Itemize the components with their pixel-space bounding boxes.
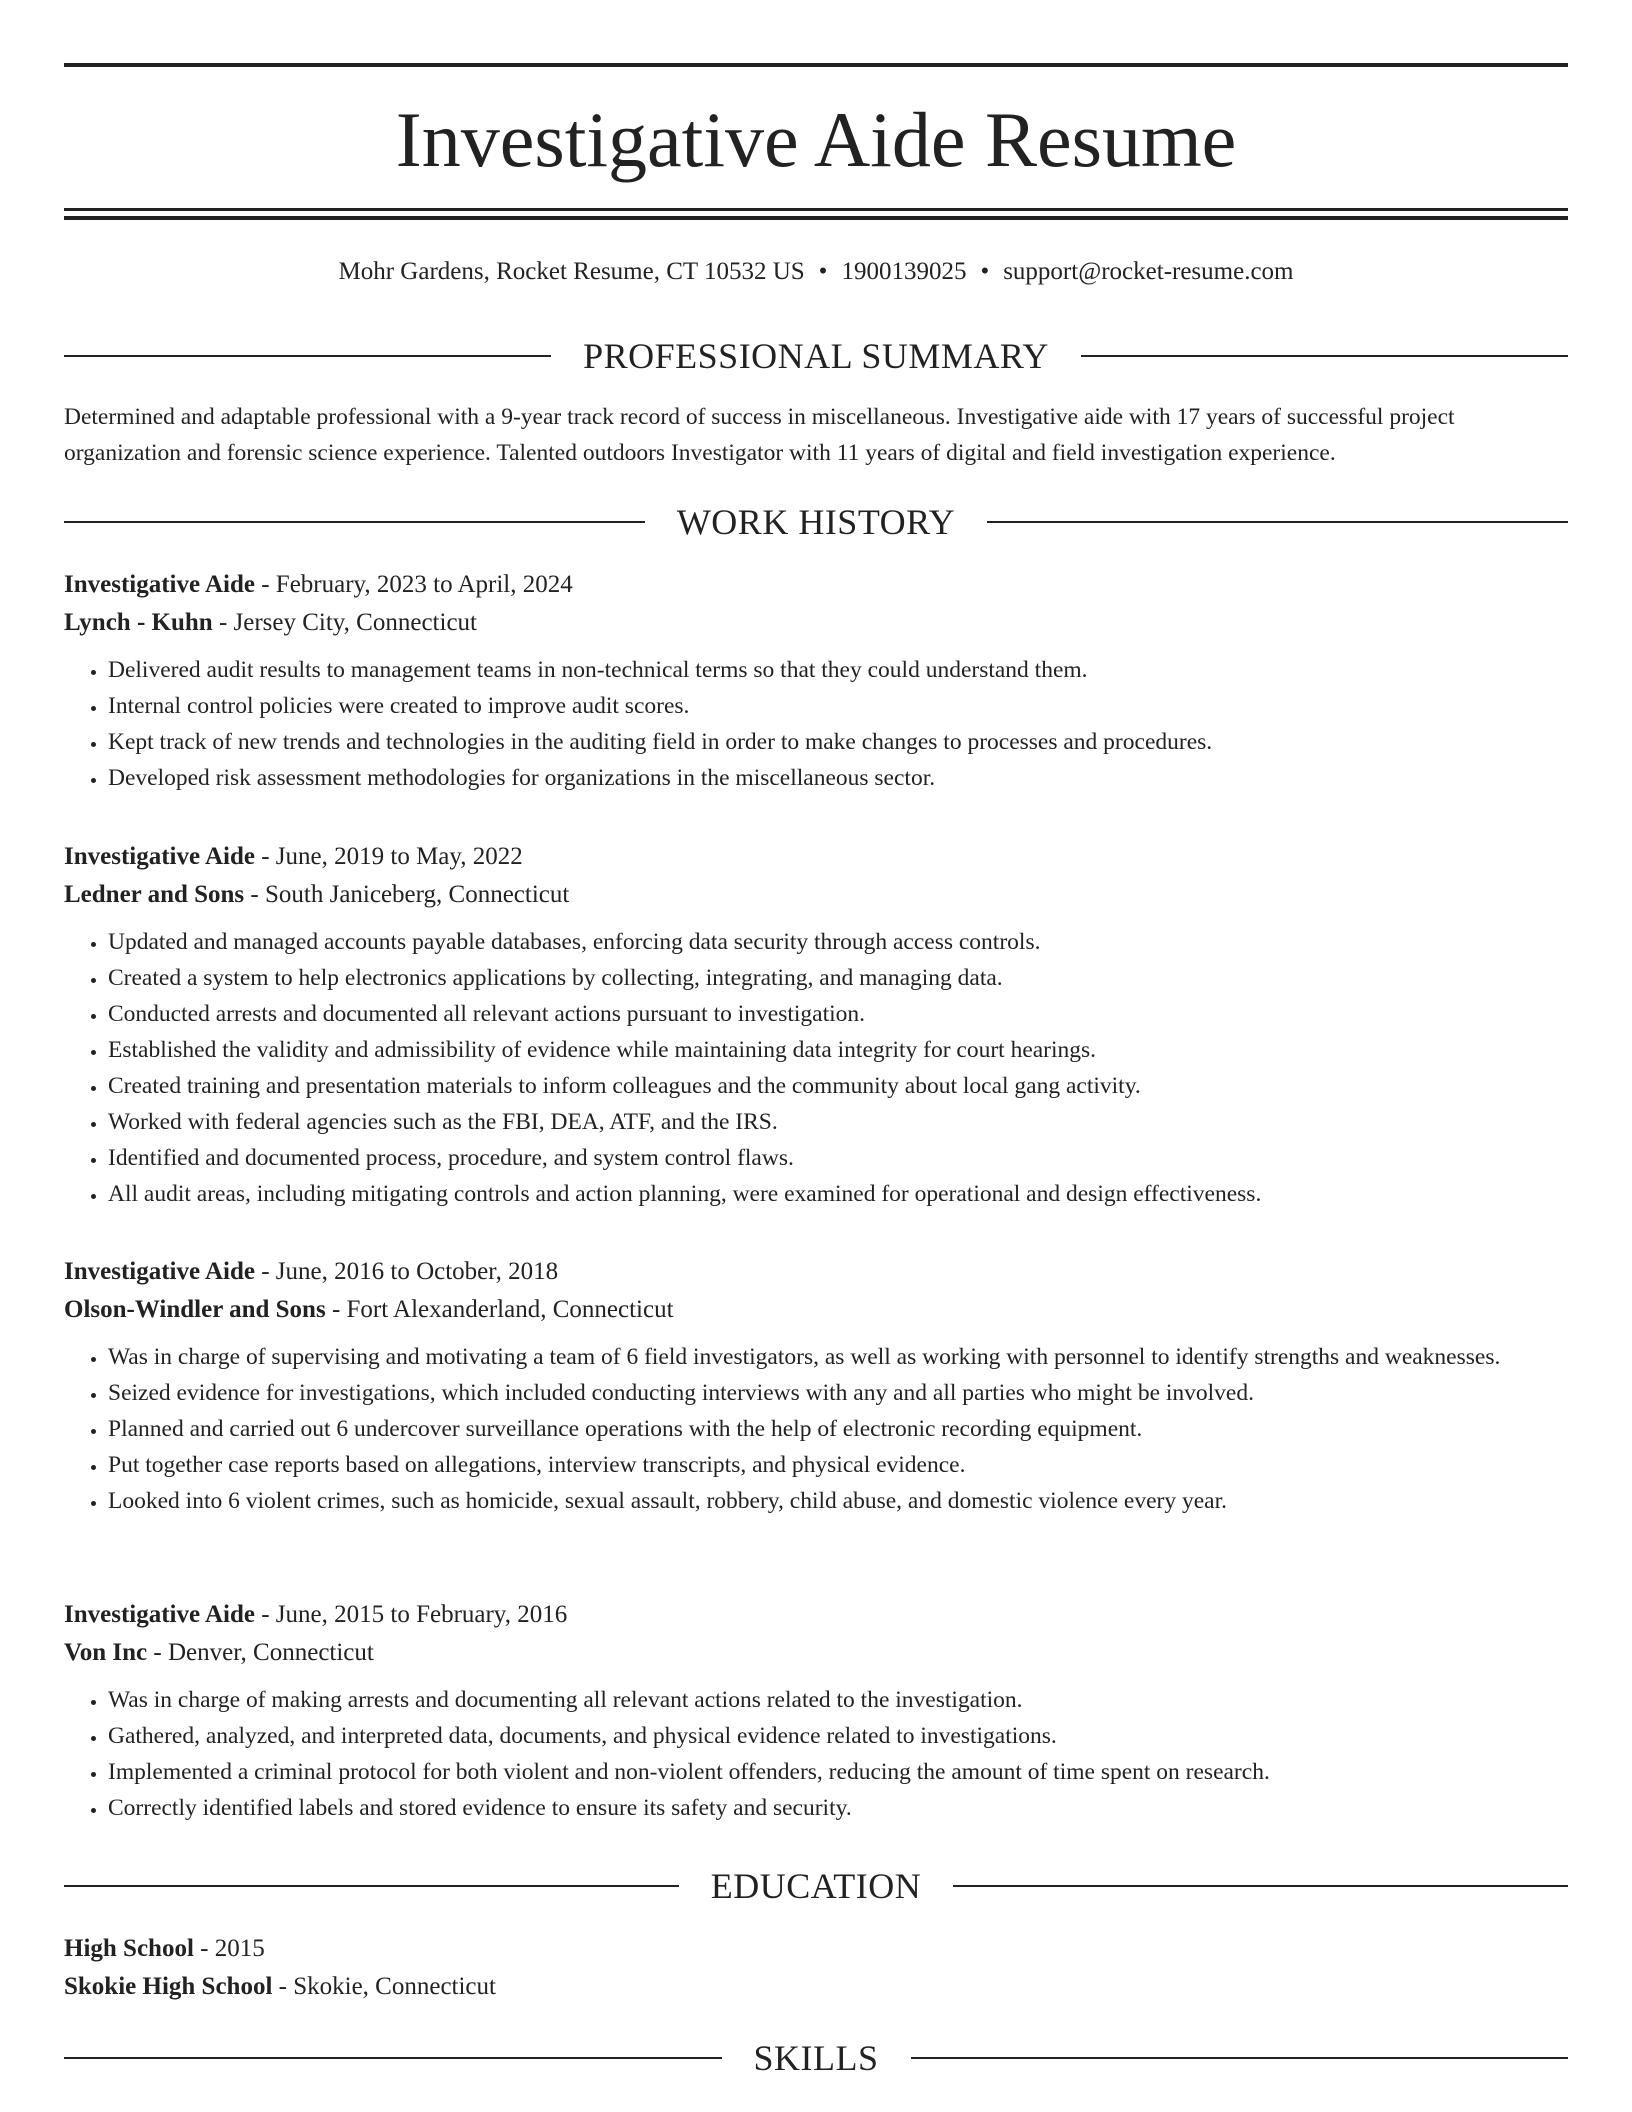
top-rule [64, 63, 1568, 67]
job-location: - Fort Alexanderland, Connecticut [325, 1296, 674, 1323]
list-item: • Conducted arrests and documented all relevant actions pursuant to investigation. [108, 996, 1568, 1032]
section-heading-education [64, 1864, 1568, 1908]
list-item: • Updated and managed accounts payable databases, enforcing data security through access controls. [108, 924, 1568, 960]
job-location: - Jersey City, Connecticut [212, 609, 477, 636]
section-heading-summary [64, 334, 1568, 378]
job-bullets [64, 1339, 1568, 1519]
list-item: • Looked into 6 violent crimes, such as homicide, sexual assault, robbery, child abuse, and domestic violence every year. [108, 1483, 1568, 1519]
contact-address: Mohr Gardens, Rocket Resume, CT 10532 US [338, 258, 805, 285]
job-company-line [64, 1634, 1568, 1672]
heading-rule [911, 2057, 1569, 2059]
education-location: - Skokie, Connecticut [272, 1973, 496, 2000]
list-item: • Identified and documented process, procedure, and system control flaws. [108, 1140, 1568, 1176]
job-title: Investigative Aide [64, 1258, 255, 1285]
list-item: • Implemented a criminal protocol for both violent and non-violent offenders, reducing the amount of time spent on research. [108, 1754, 1568, 1790]
heading-rule [64, 1885, 679, 1887]
job-bullets [64, 1682, 1568, 1826]
section-title: SKILLS [753, 2038, 879, 2078]
job-company: Von Inc [64, 1639, 148, 1666]
heading-rule [64, 521, 645, 523]
heading-rule [1081, 355, 1568, 357]
list-item: • Was in charge of making arrests and documenting all relevant actions related to the investigation. [108, 1682, 1568, 1718]
contact-email: support@rocket-resume.com [1003, 258, 1294, 285]
job-company-line [64, 1291, 1568, 1329]
section-heading-work [64, 500, 1568, 544]
list-item: • Put together case reports based on allegations, interview transcripts, and physical evidence. [108, 1447, 1568, 1483]
contact-phone: 1900139025 [841, 258, 967, 285]
list-item: • Internal control policies were created to improve audit scores. [108, 688, 1568, 724]
education-school-line [64, 1968, 1568, 2006]
job-title: Investigative Aide [64, 843, 255, 870]
job-dates: - June, 2015 to February, 2016 [254, 1601, 568, 1628]
heading-rule [64, 2057, 722, 2059]
job-location: - Denver, Connecticut [147, 1639, 374, 1666]
list-item: • Gathered, analyzed, and interpreted data, documents, and physical evidence related to investigations. [108, 1718, 1568, 1754]
list-item: • All audit areas, including mitigating controls and action planning, were examined for operational and design effectiveness. [108, 1176, 1568, 1212]
job-entry [64, 838, 1568, 1212]
list-item: • Established the validity and admissibility of evidence while maintaining data integrity for court hearings. [108, 1032, 1568, 1068]
list-item: • Created training and presentation materials to inform colleagues and the community about local gang activity. [108, 1068, 1568, 1104]
job-entry [64, 1596, 1568, 1826]
list-item: • Developed risk assessment methodologies for organizations in the miscellaneous sector. [108, 760, 1568, 796]
education-year: - 2015 [193, 1935, 265, 1962]
education-entry [64, 1930, 1568, 2006]
page-title: Investigative Aide Resume [395, 96, 1237, 183]
heading-rule [64, 355, 551, 357]
job-title-line [64, 1253, 1568, 1291]
job-entry [64, 566, 1568, 796]
list-item: • Was in charge of supervising and motivating a team of 6 field investigators, as well as working with personnel to identify strengths and weaknesses. [108, 1339, 1568, 1375]
title-double-rule [64, 208, 1568, 220]
section-title: WORK HISTORY [676, 502, 956, 542]
job-company-line [64, 876, 1568, 914]
list-item: • Created a system to help electronics applications by collecting, integrating, and managing data. [108, 960, 1568, 996]
list-item: • Planned and carried out 6 undercover surveillance operations with the help of electronic recording equipment. [108, 1411, 1568, 1447]
job-dates: - February, 2023 to April, 2024 [254, 571, 573, 598]
job-entry [64, 1253, 1568, 1519]
job-title-line [64, 1596, 1568, 1634]
contact-separator: • [980, 258, 990, 285]
list-item: • Delivered audit results to management teams in non-technical terms so that they could understand them. [108, 652, 1568, 688]
summary-text: Determined and adaptable professional with a 9-year track record of success in miscellaneous. Investigative aide with 17 years of successful project organization and forensic science experience. Talented outdoors Investigator with 11 years of digital and field investigation experience. [64, 404, 1455, 466]
job-title: Investigative Aide [64, 571, 255, 598]
job-company: Ledner and Sons [64, 881, 245, 908]
heading-rule [953, 1885, 1568, 1887]
job-company-line [64, 604, 1568, 642]
job-dates: - June, 2016 to October, 2018 [254, 1258, 559, 1285]
summary-block [64, 399, 1568, 471]
heading-rule [987, 521, 1568, 523]
education-school: Skokie High School [64, 1973, 273, 2000]
education-degree-line [64, 1930, 1568, 1968]
list-item: • Seized evidence for investigations, which included conducting interviews with any and all parties who might be involved. [108, 1375, 1568, 1411]
section-title: EDUCATION [710, 1866, 922, 1906]
list-item: • Kept track of new trends and technologies in the auditing field in order to make changes to processes and procedures. [108, 724, 1568, 760]
section-heading-skills [64, 2036, 1568, 2080]
job-location: - South Janiceberg, Connecticut [244, 881, 570, 908]
job-company: Lynch - Kuhn [64, 609, 213, 636]
job-dates: - June, 2019 to May, 2022 [254, 843, 523, 870]
job-bullets [64, 652, 1568, 796]
list-item: • Correctly identified labels and stored evidence to ensure its safety and security. [108, 1790, 1568, 1826]
list-item: • Worked with federal agencies such as the FBI, DEA, ATF, and the IRS. [108, 1104, 1568, 1140]
contact-line [64, 254, 1568, 290]
job-title: Investigative Aide [64, 1601, 255, 1628]
contact-separator: • [818, 258, 828, 285]
job-title-line [64, 566, 1568, 604]
job-bullets [64, 924, 1568, 1212]
job-company: Olson-Windler and Sons [64, 1296, 326, 1323]
section-title: PROFESSIONAL SUMMARY [583, 336, 1049, 376]
job-title-line [64, 838, 1568, 876]
education-degree: High School [64, 1935, 194, 1962]
